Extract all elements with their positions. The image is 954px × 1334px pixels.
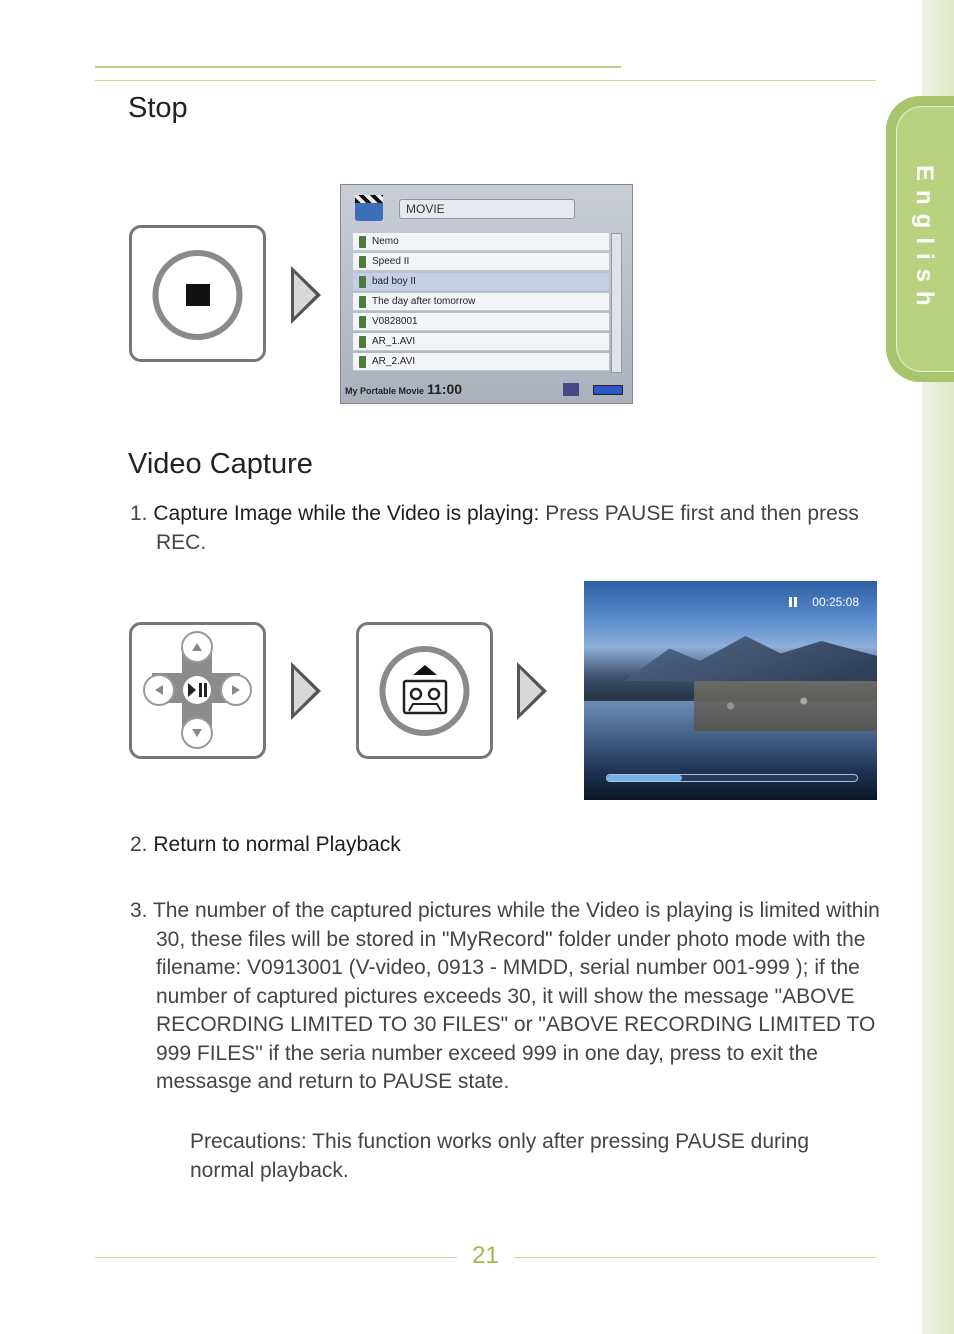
video-progress-fill	[607, 775, 682, 781]
step-3-number: 3.	[130, 899, 148, 922]
movie-file-icon	[359, 296, 366, 308]
movie-footer-brand: My Portable Movie	[345, 386, 425, 396]
video-timestamp: 00:25:08	[812, 595, 859, 609]
video-capture-screen	[584, 581, 877, 800]
movie-file-icon	[359, 336, 366, 348]
precaution-note: Precautions: This function works only after pressing PAUSE during normal playback.	[190, 1130, 810, 1182]
rec-cassette-icon	[359, 625, 490, 756]
header-rule	[95, 66, 621, 68]
header-rule-thin	[95, 80, 876, 81]
movie-list-scrollbar[interactable]	[611, 233, 622, 373]
footer-rule-left	[95, 1257, 457, 1258]
dpad-illustration	[129, 622, 266, 759]
step-1-lead: Capture Image while the Video is playing:	[153, 502, 540, 525]
movie-list-item[interactable]	[353, 313, 609, 331]
movie-file-icon	[359, 236, 366, 248]
arrow-right-icon	[517, 662, 547, 720]
movie-list-item-label: V0828001	[372, 316, 418, 327]
movie-file-icon	[359, 316, 366, 328]
dpad-play-pause-icon	[132, 625, 263, 756]
rec-button-illustration	[356, 622, 493, 759]
stop-icon	[132, 228, 263, 359]
memory-card-icon	[563, 383, 579, 396]
movie-screen	[340, 184, 633, 404]
movie-file-icon	[359, 276, 366, 288]
video-progress-bar[interactable]	[606, 774, 858, 782]
mountains	[624, 631, 877, 681]
pause-icon	[789, 597, 797, 607]
step-2	[130, 831, 880, 860]
movie-list-item[interactable]	[353, 293, 609, 311]
movie-list-item-label: Speed II	[372, 256, 410, 267]
movie-list-item[interactable]	[353, 273, 609, 291]
arrow-right-icon	[291, 266, 321, 324]
movie-file-icon	[359, 256, 366, 268]
movie-list-item-label: AR_1.AVI	[372, 336, 416, 347]
movie-list-item-label: AR_2.AVI	[372, 356, 416, 367]
movie-file-icon	[359, 356, 366, 368]
movie-list-item[interactable]	[353, 233, 609, 251]
movie-header	[351, 191, 626, 223]
section-title-video-capture: Video Capture	[128, 448, 313, 480]
language-tab-label: English	[911, 165, 938, 315]
step-1-text: Press PAUSE first and then press REC.	[156, 502, 859, 554]
clapperboard-icon	[355, 195, 383, 221]
riverbank-rocks	[694, 681, 877, 731]
battery-icon	[593, 385, 623, 395]
movie-footer	[345, 383, 629, 401]
page-number: 21	[472, 1242, 499, 1269]
step-2-lead: Return to normal Playback	[153, 833, 401, 856]
step-1	[130, 500, 880, 557]
step-1-number: 1.	[130, 502, 148, 525]
movie-list-item[interactable]	[353, 253, 609, 271]
arrow-right-icon	[291, 662, 321, 720]
movie-list-item-label: Nemo	[372, 236, 399, 247]
movie-list-item-label: bad boy II	[372, 276, 416, 287]
step-2-number: 2.	[130, 833, 148, 856]
step-3	[130, 897, 890, 1097]
movie-list-item-label: The day after tomorrow	[372, 296, 476, 307]
footer-rule-right	[514, 1257, 876, 1258]
stop-button-illustration	[129, 225, 266, 362]
movie-list-item[interactable]	[353, 333, 609, 351]
section-title-stop: Stop	[128, 92, 188, 124]
step-3-text: The number of the captured pictures while the Video is playing is limited within 30, these files will be stored in "MyRecord" folder under photo mode with the filename: V0913001 (V-video, 0913 - MMDD, serial number 001-999 ); if the number of captured pictures exceeds 30, it will show the message "ABOVE RECORDING LIMITED TO 30 FILES" or "ABOVE RECORDING LIMITED TO 999 FILES" if the seria number exceed 999 in one day, press to exit the messasge and return to PAUSE state.	[152, 899, 880, 1093]
movie-list-item[interactable]	[353, 353, 609, 371]
movie-footer-time: 11:00	[427, 381, 463, 397]
movie-header-label: MOVIE	[399, 199, 575, 219]
movie-list	[353, 233, 609, 373]
